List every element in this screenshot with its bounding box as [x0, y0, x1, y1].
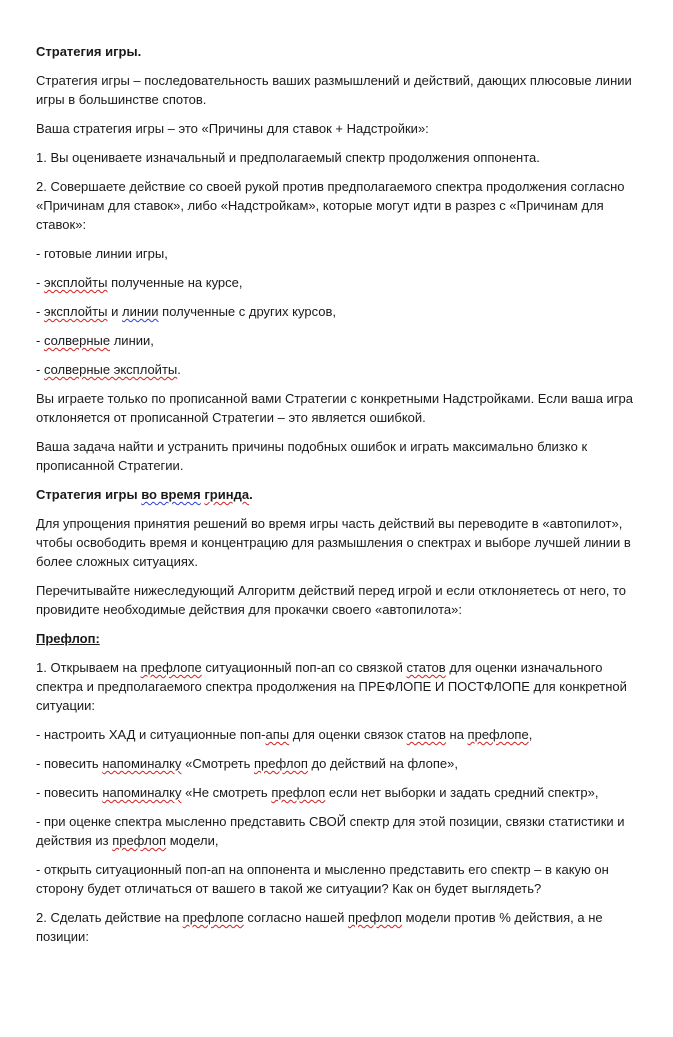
spellcheck-word[interactable]: напоминалку — [102, 785, 182, 800]
list-item-course-exploits: - эксплойты полученные на курсе, — [36, 275, 243, 290]
spellcheck-word[interactable]: эксплойты — [43, 304, 108, 319]
paragraph-definition: Стратегия игры – последовательность ваших размышлений и действий, дающих плюсовые линии игры в большинстве спотов. — [36, 73, 632, 107]
spellcheck-word[interactable]: префлоп — [253, 756, 308, 771]
paragraph-step-2: 2. Совершаете действие со своей рукой против предполагаемого спектра продолжения согласно «Причинам для ставок», либо «Надстройкам», которые могут идти в разрез с «Причинам для ставок»: — [36, 179, 625, 232]
list-item-solver-lines: - солверные линии, — [36, 333, 154, 348]
grammar-word[interactable]: во время — [141, 487, 201, 502]
list-item-opponent-popup: - открыть ситуационный поп-ап на оппонента и мысленно представить его спектр – в какую он сторону будет отличаться от вашего в такой же ситуации? Как он будет выглядеть? — [36, 862, 609, 896]
list-item-solver-exploits: - солверные эксплойты. — [36, 362, 181, 377]
spellcheck-word[interactable]: апы — [265, 727, 290, 742]
paragraph-formula: Ваша стратегия игры – это «Причины для ставок + Надстройки»: — [36, 121, 429, 136]
spellcheck-word[interactable]: статов — [406, 727, 446, 742]
spellcheck-word[interactable]: эксплойты — [43, 275, 108, 290]
list-item-hud-setup: - настроить ХАД и ситуационные поп-апы для оценки связок статов на префлопе, — [36, 727, 533, 742]
spellcheck-word[interactable]: напоминалку — [102, 756, 182, 771]
paragraph-autopilot: Для упрощения принятия решений во время игры часть действий вы переводите в «автопилот», чтобы освободить время и концентрацию для размышления о спектрах и выборе лучшей линии в более сложных ситуациях. — [36, 516, 631, 569]
spellcheck-word[interactable]: префлопе — [467, 727, 529, 742]
paragraph-play-by-strategy: Вы играете только по прописанной вами Стратегии с конкретными Надстройками. Если ваша игра отклоняется от прописанной Стратегии – это является ошибкой. — [36, 391, 634, 425]
spellcheck-word[interactable]: префлопе — [182, 910, 244, 925]
spellcheck-word[interactable]: префлоп — [112, 833, 167, 848]
spellcheck-word[interactable]: солверные эксплойты — [43, 362, 178, 377]
spellcheck-word[interactable]: гринда — [204, 487, 250, 502]
spellcheck-word[interactable]: префлоп — [348, 910, 402, 925]
paragraph-task: Ваша задача найти и устранить причины подобных ошибок и играть максимально близко к прописанной Стратегии. — [36, 439, 588, 473]
grammar-word[interactable]: линии — [121, 304, 159, 319]
paragraph-preflop-step-2: 2. Сделать действие на префлопе согласно нашей префлоп модели против % действия, а не позиции: — [36, 910, 603, 944]
spellcheck-word[interactable]: префлопе — [140, 660, 202, 675]
list-item-ready-lines: - готовые линии игры, — [36, 246, 168, 261]
heading-grind-strategy: Стратегия игры во время гринда. — [36, 487, 253, 502]
document-page — [36, 42, 650, 956]
paragraph-step-1: 1. Вы оцениваете изначальный и предполагаемый спектр продолжения оппонента. — [36, 150, 540, 165]
list-item-own-range: - при оценке спектра мысленно представить СВОЙ спектр для этой позиции, связки статистики и действия из префлоп модели, — [36, 814, 625, 848]
list-item-reminder-watch: - повесить напоминалку «Смотреть префлоп до действий на флопе», — [36, 756, 459, 771]
spellcheck-word[interactable]: солверные — [43, 333, 111, 348]
paragraph-algorithm: Перечитывайте нижеследующий Алгоритм действий перед игрой и если отклоняетесь от него, то провидите необходимые действия для прокачки своего «автопилота»: — [36, 583, 626, 617]
paragraph-preflop-step-1: 1. Открываем на префлопе ситуационный поп-ап со связкой статов для оценки изначального спектра и предполагаемого спектра продолжения на ПРЕФЛОПЕ И ПОСТФЛОПЕ для конкретной ситуации: — [36, 660, 627, 713]
list-item-reminder-skip: - повесить напоминалку «Не смотреть префлоп если нет выборки и задать средний спектр», — [36, 785, 599, 800]
heading-preflop: Префлоп: — [36, 631, 100, 646]
spellcheck-word[interactable]: статов — [406, 660, 446, 675]
heading-strategy: Стратегия игры. — [36, 44, 142, 59]
spellcheck-word[interactable]: префлоп — [271, 785, 326, 800]
list-item-other-courses: - эксплойты и линии полученные с других курсов, — [36, 304, 336, 319]
